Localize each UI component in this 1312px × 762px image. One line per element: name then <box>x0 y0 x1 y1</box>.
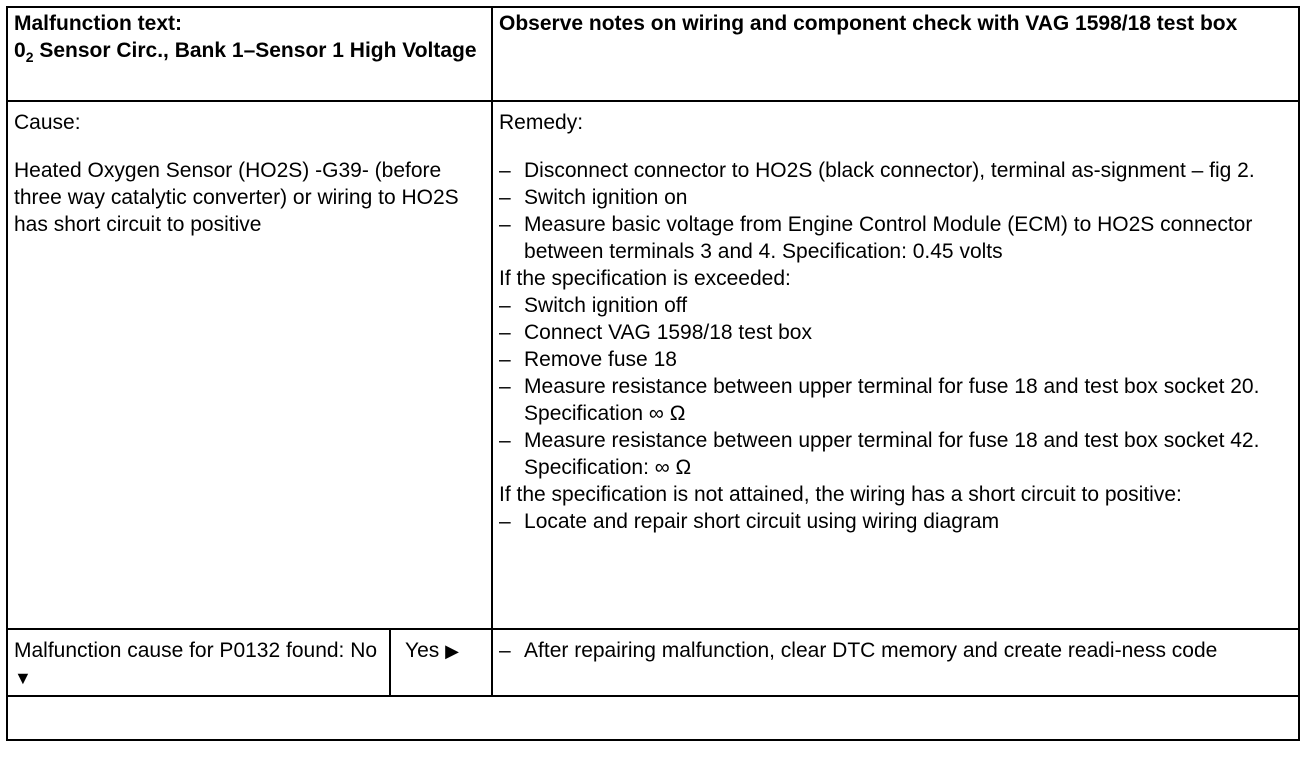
right-arrow-icon: ▶ <box>445 641 459 661</box>
remedy-steps-c <box>499 508 1292 535</box>
yes-cell <box>390 629 492 696</box>
remedy-step: – Measure resistance between upper terminal for fuse 18 and test box socket 42. Specification: ∞ Ω <box>499 429 1260 479</box>
remedy-step: – Switch ignition on <box>499 186 688 209</box>
remedy-step: – Switch ignition off <box>499 294 688 317</box>
cause-text: Heated Oxygen Sensor (HO2S) -G39- (before three way catalytic converter) or wiring to HO2S has short circuit to positive <box>14 159 459 236</box>
malfunction-text-label: Malfunction text: <box>14 12 182 35</box>
remedy-label: Remedy: <box>499 111 584 134</box>
cause-cell <box>7 101 492 629</box>
remedy-step: – Disconnect connector to HO2S (black connector), terminal as-signment – fig 2. <box>499 159 1255 182</box>
cause-remedy-row <box>7 101 1299 629</box>
remedy-steps-b <box>499 292 1292 481</box>
cause-found-label: Malfunction cause for P0132 found: No <box>14 639 378 662</box>
remedy-steps-a <box>499 157 1292 265</box>
remedy-cell <box>492 101 1299 629</box>
header-row <box>7 7 1299 101</box>
empty-row <box>7 696 1299 740</box>
o2-subscript: 2 <box>25 49 34 66</box>
malfunction-text-cell <box>7 7 492 101</box>
malfunction-description-text: Sensor Circ., Bank 1–Sensor 1 High Voltage <box>33 39 477 62</box>
yes-action-steps <box>499 637 1292 664</box>
empty-cell <box>7 696 1299 740</box>
yes-action-step: – After repairing malfunction, clear DTC memory and create readi-ness code <box>499 639 1218 662</box>
remedy-step: – Connect VAG 1598/18 test box <box>499 321 812 344</box>
down-arrow-icon: ▼ <box>14 668 32 688</box>
remedy-step: – Measure resistance between upper terminal for fuse 18 and test box socket 20. Specification ∞ Ω <box>499 375 1260 425</box>
notes-text: Observe notes on wiring and component check with VAG 1598/18 test box <box>499 12 1238 35</box>
remedy-step: – Locate and repair short circuit using wiring diagram <box>499 510 1000 533</box>
cause-label: Cause: <box>14 111 81 134</box>
yes-label: Yes <box>405 639 440 662</box>
yes-action-cell <box>492 629 1299 696</box>
notes-cell <box>492 7 1299 101</box>
condition-exceeded: If the specification is exceeded: <box>499 267 791 290</box>
o2-letter: 0 <box>14 39 26 62</box>
remedy-step: – Remove fuse 18 <box>499 348 677 371</box>
remedy-step: – Measure basic voltage from Engine Control Module (ECM) to HO2S connector between terminals 3 and 4. Specification: 0.45 volts <box>499 213 1253 263</box>
condition-not-attained: If the specification is not attained, the wiring has a short circuit to positive: <box>499 483 1182 506</box>
cause-found-cell <box>7 629 390 696</box>
diagnostic-table <box>6 6 1300 741</box>
cause-found-row <box>7 629 1299 696</box>
malfunction-description <box>14 37 485 71</box>
